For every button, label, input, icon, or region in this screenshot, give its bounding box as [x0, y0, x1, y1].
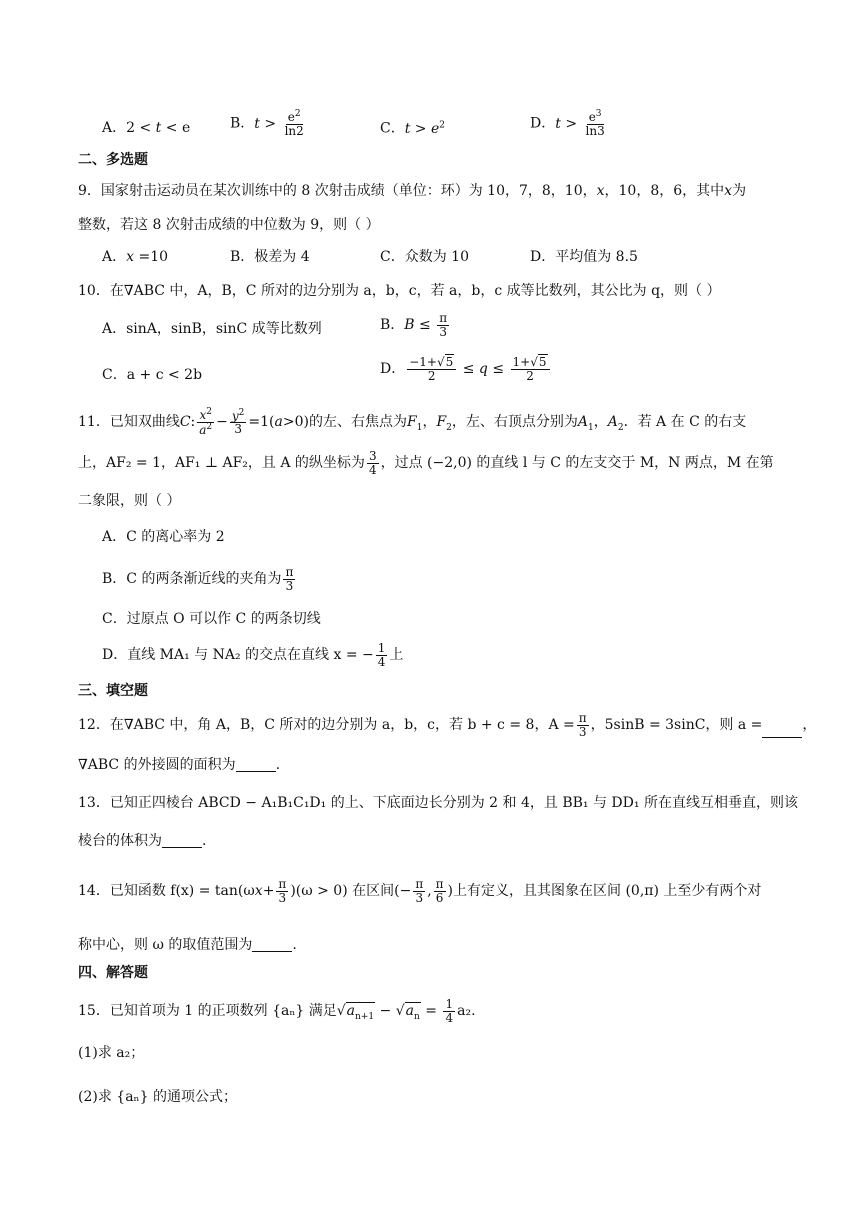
- q11-option-b[interactable]: B．C 的两条渐近线的夹角为 $\frac{\pi}{3}$: [102, 565, 294, 593]
- q12-answer-blank-2[interactable]: [236, 759, 276, 772]
- q13-stem-line1: 13．已知正四棱台 ABCD − A₁B₁C₁D₁ 的上、下底面边长分别为 2 和 4，且 BB₁ 与 DD₁ 所在直线互相垂直，则该: [78, 795, 798, 811]
- q8-option-a[interactable]: A．2 < t < e: [102, 120, 191, 136]
- q10-option-a[interactable]: A．sinA，sinB，sinC 成等比数列: [102, 321, 322, 337]
- q9-option-d[interactable]: D．平均值为 8.5: [530, 249, 638, 265]
- q10-option-b[interactable]: B．B ≤ $\frac{\pi}{3}$: [380, 311, 448, 339]
- q15-part-1: (1)求 a₂；: [78, 1045, 145, 1061]
- section-solution-heading: 四、解答题: [78, 965, 148, 981]
- q8-option-b-math: t > $\frac{e^2}{\ln 2}$: [254, 109, 304, 138]
- q11-option-d[interactable]: D．直线 MA₁ 与 NA₂ 的交点在直线 x = − $\frac{1}{4}$ 上: [102, 641, 404, 669]
- q14-answer-blank[interactable]: [252, 939, 292, 952]
- q15-stem: 15．已知首项为 1 的正项数列 {aₙ} 满足$√a_{n+1} - √a_n$ = $\frac{1}{4}$ a₂.: [78, 997, 476, 1025]
- q9-stem-line1: 9．国家射击运动员在某次训练中的 8 次射击成绩（单位：环）为 10，7，8，10，x，10，8，6，其中x为: [78, 183, 747, 199]
- q8-option-b[interactable]: B．t > $\frac{e^2}{\ln 2}$: [230, 110, 308, 137]
- q11-option-a[interactable]: A．C 的离心率为 2: [102, 529, 225, 545]
- q9-option-a[interactable]: A．x =10: [102, 249, 169, 265]
- q10-option-c[interactable]: C．a + c < 2b: [102, 367, 203, 383]
- q12-answer-blank-1[interactable]: [762, 725, 802, 738]
- q14-stem-line1: 14．已知函数 f(x) = tan(ωx+ $\frac{\pi}{3}$ )(ω > 0) 在区间(− $\frac{\pi}{3}$ , $\frac{\pi}{6}$ )上有定义，且其图象在区间 (0,π) 上至少有两个对: [78, 877, 762, 905]
- q11-stem-line2: 上，AF₂ = 1，AF₁ ⊥ AF₂，且 A 的纵坐标为 $\frac{3}{4}$ ，过点 (−2,0) 的直线 l 与 C 的左支交于 M，N 两点，M 在第: [78, 449, 774, 477]
- q11-stem-line3: 二象限，则（ ）: [78, 493, 181, 509]
- q12-stem-line2: ∇ABC 的外接圆的面积为 .: [78, 757, 281, 773]
- q10-stem: 10．在∇ABC 中，A，B，C 所对的边分别为 a，b，c，若 a，b，c 成等比数列，其公比为 q，则（ ）: [78, 283, 721, 299]
- q13-answer-blank[interactable]: [162, 835, 202, 848]
- q8-option-c[interactable]: C．$t > e^2$: [380, 120, 446, 137]
- q9-stem-line2: 整数，若这 8 次射击成绩的中位数为 9，则（ ）: [78, 217, 380, 233]
- q8-option-c-math: $t > e^2$: [404, 120, 446, 137]
- q15-part-2: (2)求 {aₙ} 的通项公式；: [78, 1089, 237, 1105]
- q8-option-d-math: t > $\frac{e^3}{\ln 3}$: [555, 109, 605, 138]
- q11-stem-line1: 11．已知双曲线C: $\frac{x^2}{a^2}$ − $\frac{y^2}{3}$ =1(a>0)的左、右焦点为$F_1$，$F_2$，左、右顶点分别为$A_1$，$A_2$．若 A 在 C 的右支: [78, 407, 747, 437]
- q13-stem-line2: 棱台的体积为 .: [78, 833, 207, 849]
- q11-option-c[interactable]: C．过原点 O 可以作 C 的两条切线: [102, 611, 321, 627]
- section-fill-blank-heading: 三、填空题: [78, 683, 148, 699]
- q8-option-d[interactable]: D．t > $\frac{e^3}{\ln 3}$: [530, 110, 609, 137]
- q14-stem-line2: 称中心，则 ω 的取值范围为 .: [78, 937, 297, 953]
- q8-option-a-math: 2 < t < e: [126, 120, 191, 136]
- q9-option-c[interactable]: C．众数为 10: [380, 249, 469, 265]
- q9-option-b[interactable]: B．极差为 4: [230, 249, 310, 265]
- q12-stem-line1: 12．在∇ABC 中，角 A，B，C 所对的边分别为 a，b，c，若 b + c = 8，A = $\frac{\pi}{3}$ ，5sinB = 3sinC，则 a = ，: [78, 711, 817, 739]
- q10-option-d[interactable]: D． $\frac{-1+√5}{2}$ ≤ q ≤ $\frac{1+√5}{2}$: [380, 356, 552, 382]
- section-multi-choice-heading: 二、多选题: [78, 152, 148, 168]
